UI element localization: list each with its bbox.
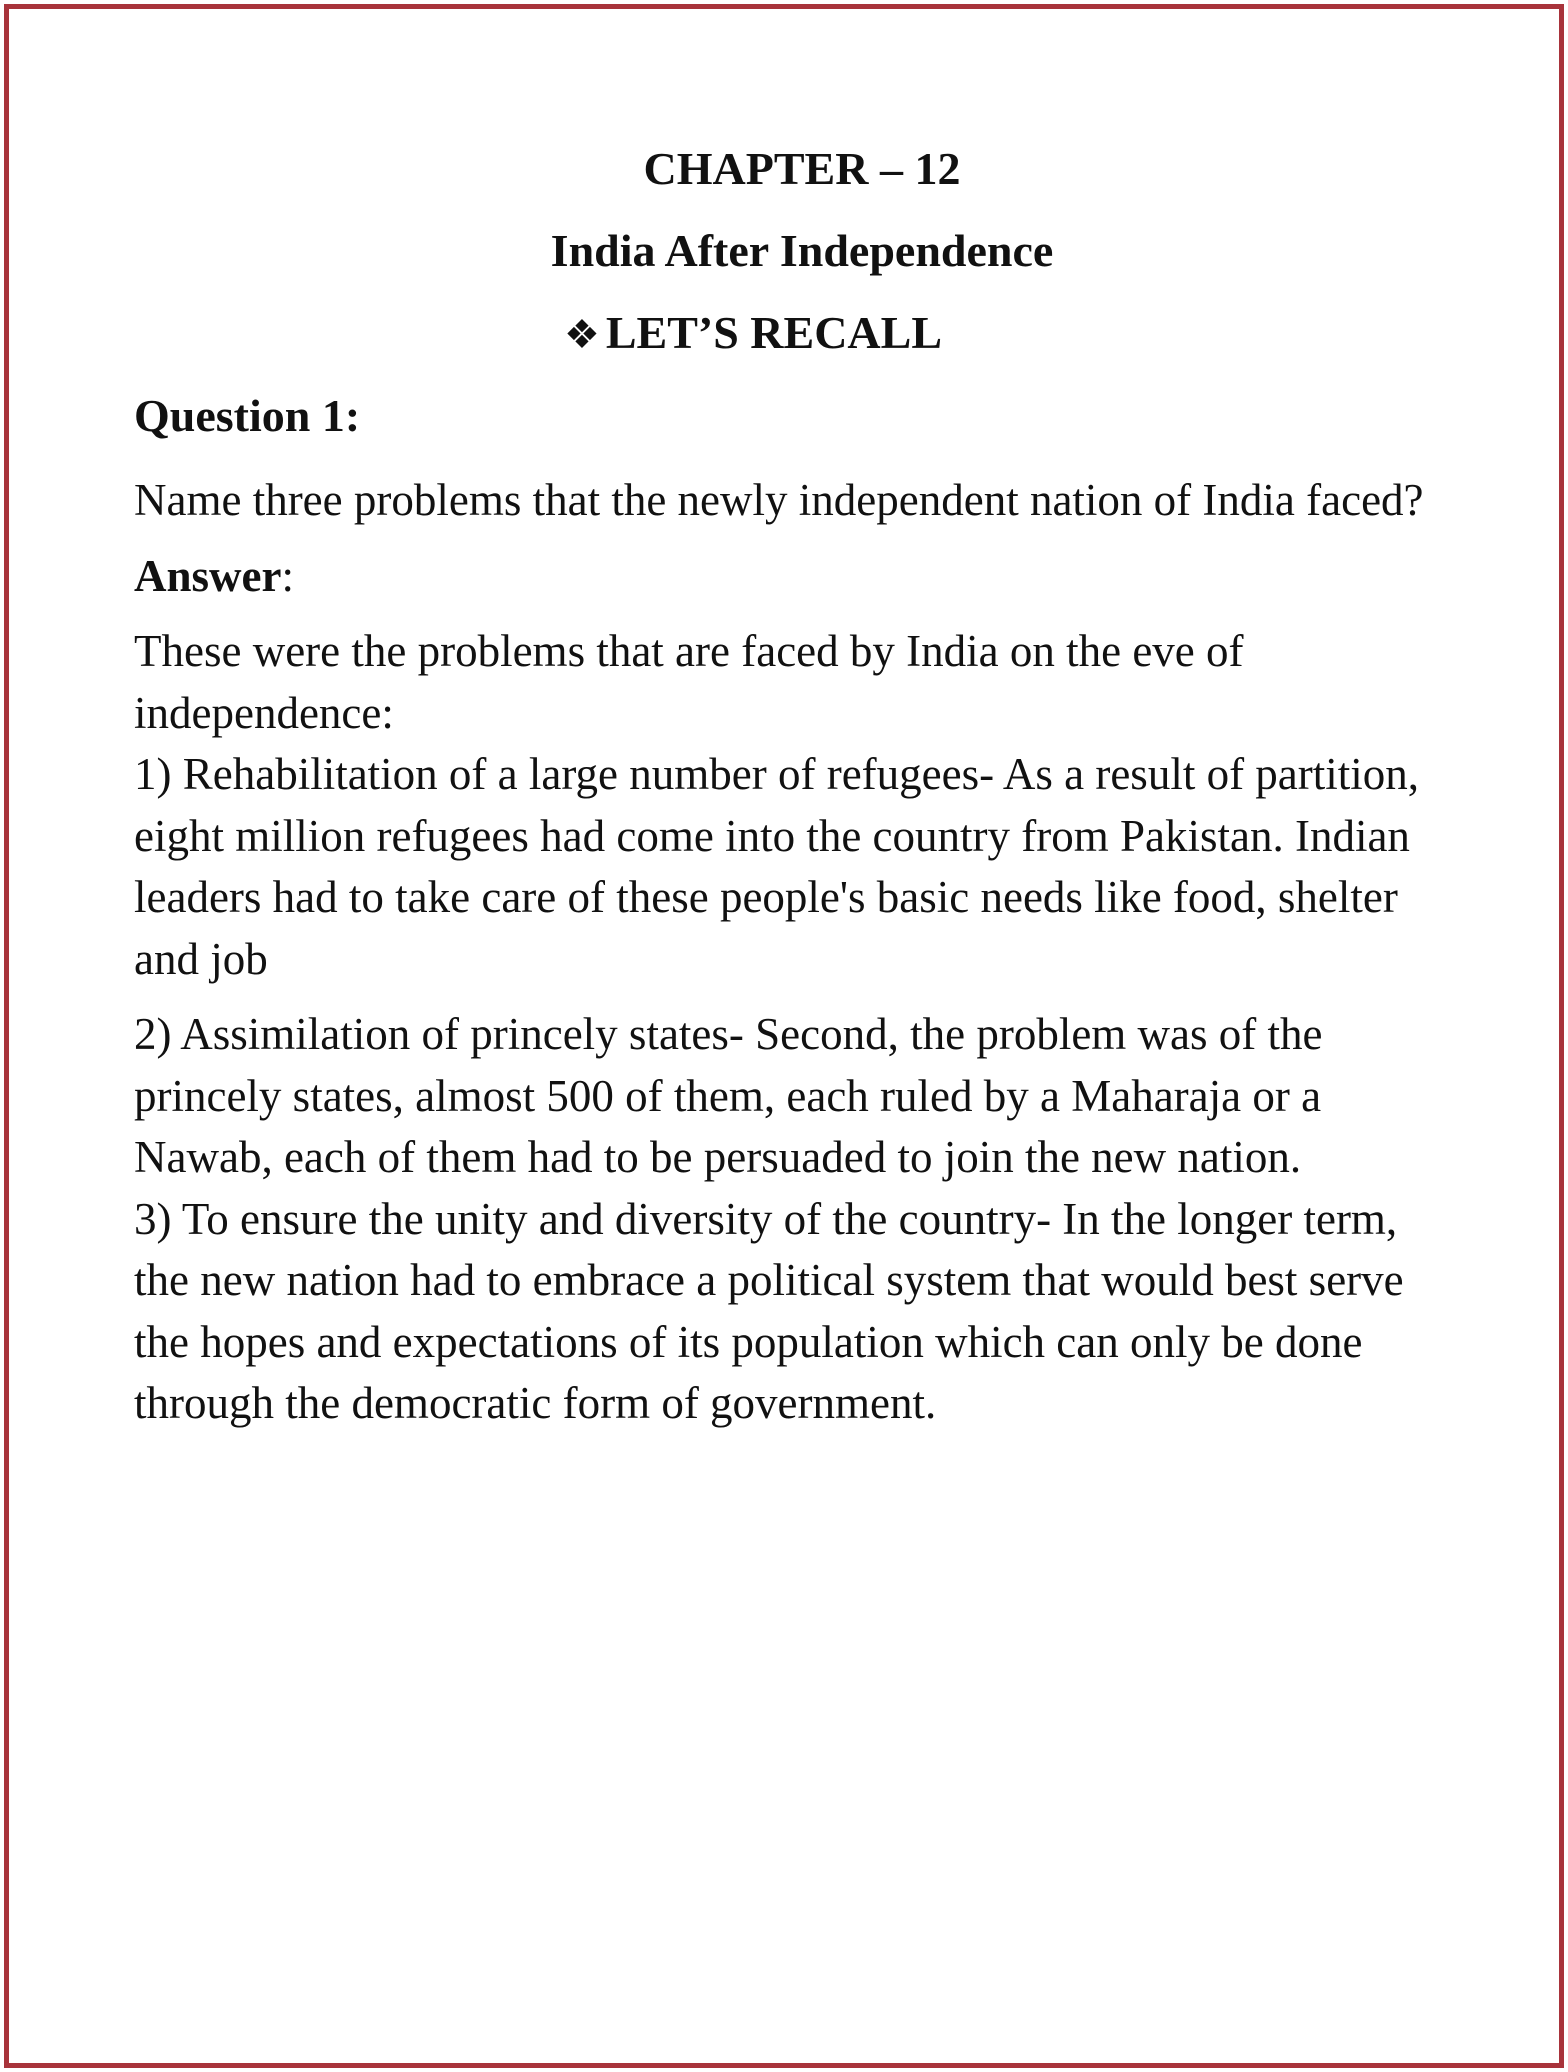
diamond-bullet-icon: ❖ <box>564 312 600 357</box>
section-heading <box>134 292 1444 376</box>
chapter-title: India After Independence <box>550 225 1054 276</box>
answer-colon: : <box>281 550 294 601</box>
answer-label: Answer <box>134 550 282 601</box>
question-heading: Question 1: <box>134 390 361 441</box>
chapter-number: CHAPTER – 12 <box>643 143 961 194</box>
section-title: LET’S RECALL <box>605 307 943 358</box>
answer-intro: These were the problems that are faced by India on the eve of independence: <box>134 626 1244 738</box>
question-text: Name three problems that the newly independent nation of India faced? <box>134 475 1424 525</box>
answer-point-1: 1) Rehabilitation of a large number of refugees- As a result of partition, eight million refugees had come into the country from Pakistan. Indian leaders had to take care of these people's basic needs like food, shelter and job <box>134 749 1420 984</box>
answer-point-3: 3) To ensure the unity and diversity of the country- In the longer term, the new nation had to embrace a political system that would best serve the hopes and expectations of its population which can only be done through the democratic form of government. <box>134 1193 1404 1428</box>
document-body <box>134 128 1444 1435</box>
answer-heading <box>134 546 1444 608</box>
answer-point-2: 2) Assimilation of princely states- Second, the problem was of the princely states, almost 500 of them, each ruled by a Maharaja or a Nawab, each of them had to be persuaded to join the new nation. <box>134 1009 1323 1182</box>
